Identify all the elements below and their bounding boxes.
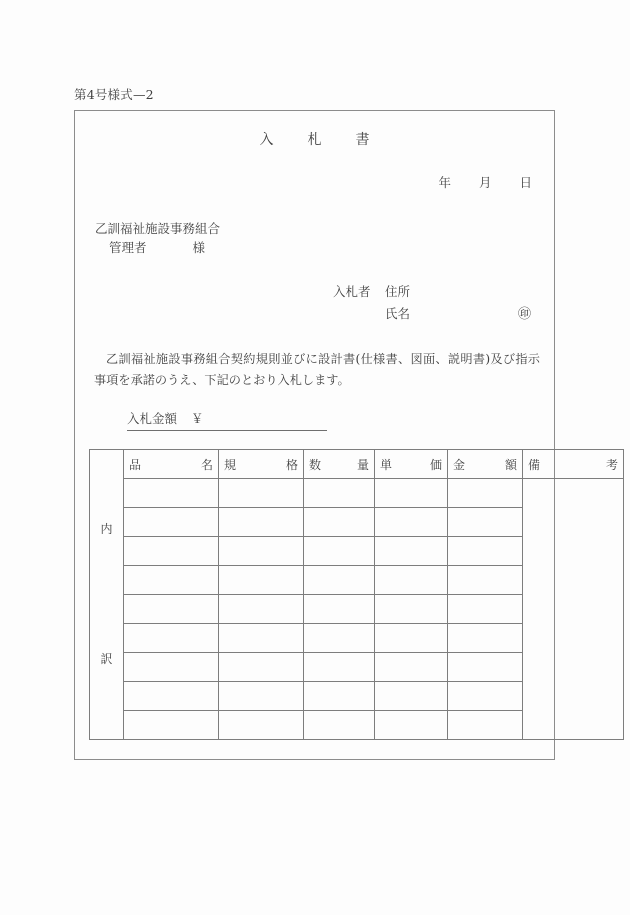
bid-amount-field[interactable] [127,409,327,431]
cell-hinmei[interactable] [124,595,219,624]
table-header-row [90,450,624,479]
cell-tanka[interactable] [375,595,448,624]
body-paragraph-line-2: 承諾のうえ、下記のとおり入札します。 [130,373,350,388]
cell-kingaku[interactable] [448,682,523,711]
column-header-biko [523,450,624,479]
cell-tanka[interactable] [375,566,448,595]
cell-suryo[interactable] [304,711,375,740]
cell-kikaku[interactable] [219,653,304,682]
cell-kingaku[interactable] [448,508,523,537]
column-header-kikaku [219,450,304,479]
column-header-hinmei-text: 品 名 [129,457,213,472]
addressee-organization: 乙訓福祉施設事務組合 [95,221,221,236]
addressee-block [95,219,220,258]
breakdown-side-label-inner [95,450,118,739]
cell-kingaku[interactable] [448,537,523,566]
cell-kingaku[interactable] [448,595,523,624]
cell-suryo[interactable] [304,508,375,537]
cell-hinmei[interactable] [124,682,219,711]
date-day-label: 日 [519,175,532,190]
cell-kikaku[interactable] [219,537,304,566]
date-line [426,173,532,191]
document-frame [74,110,618,760]
cell-tanka[interactable] [375,624,448,653]
cell-suryo[interactable] [304,682,375,711]
breakdown-table [89,449,624,740]
cell-tanka[interactable] [375,479,448,508]
bidder-name-row [333,303,533,327]
cell-suryo[interactable] [304,479,375,508]
bidder-address-label: 住所 [385,284,411,299]
date-month-label: 月 [478,175,492,190]
cell-suryo[interactable] [304,624,375,653]
cell-suryo[interactable] [304,537,375,566]
bid-amount-label: 入札金額 [127,411,178,426]
column-header-suryo-text: 数 量 [309,457,369,472]
cell-kingaku[interactable] [448,711,523,740]
addressee-role: 管理者 [109,240,147,256]
bidder-block [333,281,533,327]
cell-kikaku[interactable] [219,711,304,740]
cell-tanka[interactable] [375,508,448,537]
cell-tanka[interactable] [375,711,448,740]
cell-tanka[interactable] [375,653,448,682]
document-title [75,129,554,149]
cell-tanka[interactable] [375,537,448,566]
breakdown-side-label-cell [90,450,124,740]
bidder-address-row [333,281,533,303]
seal-stamp-icon: ㊞ [517,306,531,322]
breakdown-side-label-top: 内 [100,522,113,536]
column-header-kingaku-text: 金 額 [453,457,517,472]
breakdown-table-wrapper [89,449,618,740]
column-header-kingaku [448,450,523,479]
cell-kikaku[interactable] [219,479,304,508]
cell-kingaku[interactable] [448,479,523,508]
addressee-honorific: 様 [192,240,206,256]
cell-kingaku[interactable] [448,624,523,653]
column-header-tanka [375,450,448,479]
column-header-hinmei [124,450,219,479]
table-row [90,479,624,508]
cell-kingaku[interactable] [448,566,523,595]
cell-hinmei[interactable] [124,508,219,537]
column-header-tanka-text: 単 価 [380,457,442,472]
cell-hinmei[interactable] [124,479,219,508]
cell-hinmei[interactable] [124,624,219,653]
cell-suryo[interactable] [304,595,375,624]
column-header-kikaku-text: 規 格 [224,457,298,472]
cell-hinmei[interactable] [124,711,219,740]
addressee-role-line [95,238,220,257]
cell-hinmei[interactable] [124,537,219,566]
cell-remarks[interactable] [523,479,624,740]
currency-symbol: ￥ [191,411,204,426]
breakdown-side-label-bottom: 訳 [100,652,113,666]
body-paragraph [94,349,540,392]
form-code-label: 第4号様式—2 [74,87,154,102]
cell-tanka[interactable] [375,682,448,711]
body-paragraph-line-1: 乙訓福祉施設事務組合契約規則並びに設計書(仕様書、図面、説明書)及び指示事項を [94,352,540,388]
cell-suryo[interactable] [304,566,375,595]
document-title-text: 入 札 書 [259,132,372,148]
cell-suryo[interactable] [304,653,375,682]
cell-kingaku[interactable] [448,653,523,682]
date-year-label: 年 [438,175,451,190]
cell-hinmei[interactable] [124,566,219,595]
cell-kikaku[interactable] [219,566,304,595]
column-header-biko-text: 備 考 [528,457,618,472]
cell-kikaku[interactable] [219,624,304,653]
bidder-name-label: 氏名 [385,305,411,321]
bidder-label: 入札者 [333,284,371,299]
cell-hinmei[interactable] [124,653,219,682]
cell-kikaku[interactable] [219,682,304,711]
cell-kikaku[interactable] [219,508,304,537]
column-header-suryo [304,450,375,479]
cell-kikaku[interactable] [219,595,304,624]
